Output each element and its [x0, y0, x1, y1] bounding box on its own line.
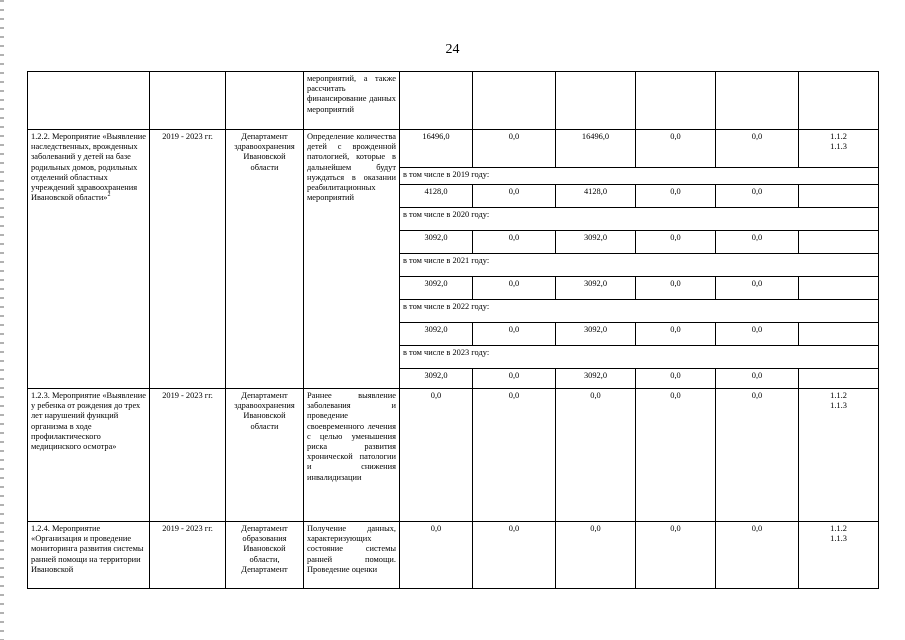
- value-cell: 0,0: [473, 185, 556, 208]
- value-cell: 0,0: [716, 522, 799, 589]
- value-cell: 0,0: [473, 277, 556, 300]
- value-cell: 0,0: [400, 522, 473, 589]
- scan-edge-artifact: [0, 0, 4, 640]
- activity-description: Раннее выявление заболевания и проведение своевременного лечения с целью уменьшения риска развития хронической патологии и снижения инвалидизации: [304, 389, 400, 522]
- value-cell: 0,0: [636, 323, 716, 346]
- value-cell: 3092,0: [400, 323, 473, 346]
- year-subheading: в том числе в 2019 году:: [400, 168, 879, 185]
- activity-executor: Департамент образования Ивановской области, Департамент: [226, 522, 304, 589]
- value-cell: 0,0: [473, 231, 556, 254]
- value-cell: 0,0: [716, 369, 799, 389]
- value-cell: 3092,0: [400, 231, 473, 254]
- value-cell: 3092,0: [556, 277, 636, 300]
- value-cell: 0,0: [473, 522, 556, 589]
- value-cell: 0,0: [716, 323, 799, 346]
- activity-description: Получение данных, характеризующих состояние системы ранней помощи. Проведение оценки: [304, 522, 400, 589]
- activity-description: Определение количества детей с врожденной патологией, которые в дальнейшем будут нуждаться в оказании реабилитационных мероприятий: [304, 130, 400, 389]
- value-cell: 0,0: [636, 277, 716, 300]
- table-row: [28, 130, 879, 168]
- year-subheading: в том числе в 2022 году:: [400, 300, 879, 323]
- value-cell: 0,0: [636, 522, 716, 589]
- value-cell: 3092,0: [556, 231, 636, 254]
- value-cell: 0,0: [636, 231, 716, 254]
- page-number: 24: [445, 42, 460, 57]
- year-subheading: в том числе в 2020 году:: [400, 208, 879, 231]
- value-cell: 0,0: [400, 389, 473, 522]
- activity-name: 1.2.2. Мероприятие «Выявление наследственных, врожденных заболеваний у детей на базе родильных домов, родильных отделений областных учреждений здравоохранения Ивановской области»$^2$: [28, 130, 150, 389]
- table-row: [28, 72, 879, 130]
- year-subheading: в том числе в 2021 году:: [400, 254, 879, 277]
- value-cell: 3092,0: [556, 369, 636, 389]
- value-cell: 16496,0: [556, 130, 636, 168]
- value-cell: 0,0: [473, 369, 556, 389]
- activity-name: 1.2.3. Мероприятие «Выявление у ребенка от рождения до трех лет нарушений функций организма в ходе профилактического медицинского осмотра»: [28, 389, 150, 522]
- value-cell: 0,0: [473, 323, 556, 346]
- value-cell: 0,0: [716, 277, 799, 300]
- value-cell: 0,0: [636, 389, 716, 522]
- activity-description: мероприятий, а также рассчитать финансирование данных мероприятий: [304, 72, 400, 130]
- indicator-codes: 1.1.2 1.1.3: [799, 130, 879, 168]
- value-cell: 16496,0: [400, 130, 473, 168]
- value-cell: 3092,0: [400, 369, 473, 389]
- value-cell: 3092,0: [556, 323, 636, 346]
- value-cell: 0,0: [556, 522, 636, 589]
- activity-name: 1.2.4. Мероприятие «Организация и проведение мониторинга развития системы ранней помощи на территории Ивановской: [28, 522, 150, 589]
- indicator-codes: 1.1.2 1.1.3: [799, 522, 879, 589]
- value-cell: 0,0: [473, 389, 556, 522]
- value-cell: 0,0: [716, 231, 799, 254]
- value-cell: 3092,0: [400, 277, 473, 300]
- value-cell: 0,0: [716, 185, 799, 208]
- value-cell: 0,0: [556, 389, 636, 522]
- value-cell: 4128,0: [556, 185, 636, 208]
- value-cell: 0,0: [716, 389, 799, 522]
- table-row: [28, 522, 879, 589]
- activity-period: 2019 - 2023 гг.: [150, 130, 226, 389]
- value-cell: 0,0: [473, 130, 556, 168]
- indicator-codes: 1.1.2 1.1.3: [799, 389, 879, 522]
- value-cell: 0,0: [636, 185, 716, 208]
- activity-executor: Департамент здравоохранения Ивановской области: [226, 389, 304, 522]
- value-cell: 0,0: [716, 130, 799, 168]
- table-row: [28, 389, 879, 522]
- program-activities-table: [27, 71, 879, 589]
- year-subheading: в том числе в 2023 году:: [400, 346, 879, 369]
- value-cell: 0,0: [636, 369, 716, 389]
- value-cell: 4128,0: [400, 185, 473, 208]
- activity-executor: Департамент здравоохранения Ивановской области: [226, 130, 304, 389]
- activity-period: 2019 - 2023 гг.: [150, 522, 226, 589]
- activity-period: 2019 - 2023 гг.: [150, 389, 226, 522]
- value-cell: 0,0: [636, 130, 716, 168]
